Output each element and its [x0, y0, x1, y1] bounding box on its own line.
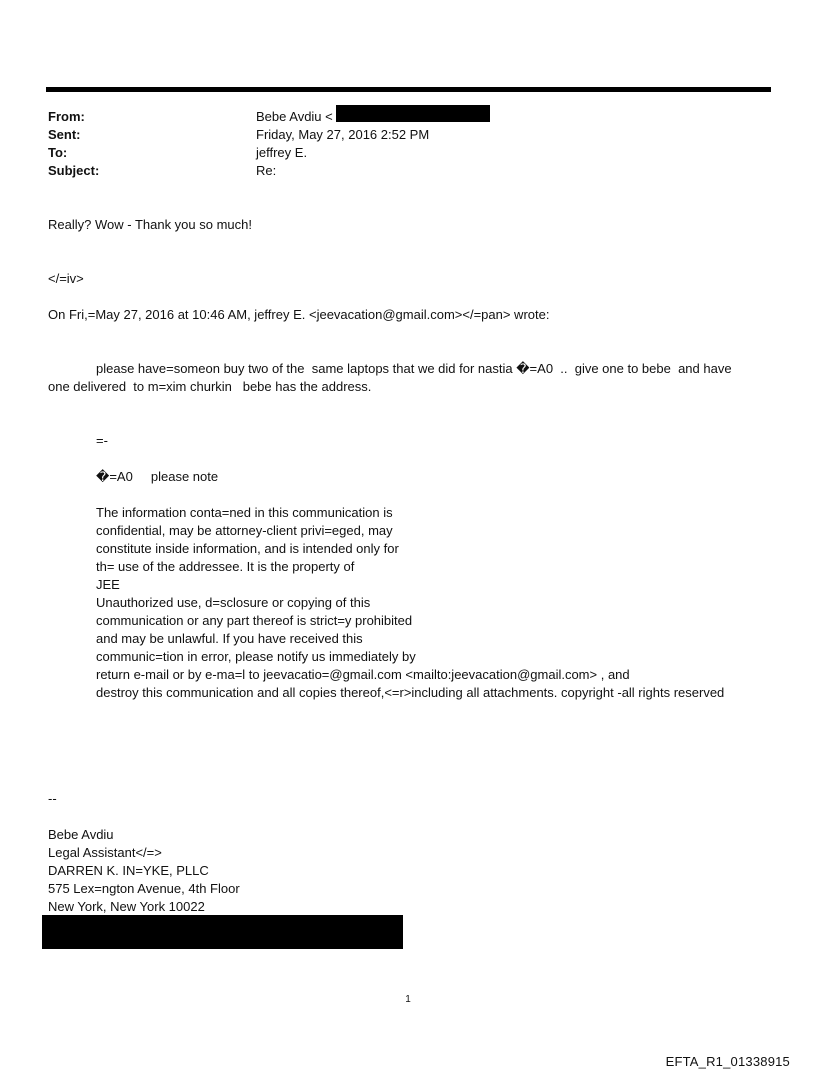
from-value: Bebe Avdiu <	[256, 109, 333, 124]
signature-block	[48, 826, 240, 916]
disclaimer-line: The information conta=ned in this communication is	[96, 505, 393, 520]
redaction-signature-contact	[42, 915, 403, 949]
quote-intro: On Fri,=May 27, 2016 at 10:46 AM, jeffrey E. <jeevacation@gmail.com></=pan> wrote:	[48, 307, 550, 322]
disclaimer-line: return e-mail or by e-ma=l to jeevacatio=@gmail.com <mailto:jeevacation@gmail.com> , and	[96, 667, 630, 682]
disclaimer-line: th= use of the addressee. It is the property of	[96, 559, 355, 574]
signature-line: 575 Lex=ngton Avenue, 4th Floor	[48, 881, 240, 896]
disclaimer-line: communic=tion in error, please notify us immediately by	[96, 649, 416, 664]
signature-line: New York, New York 10022	[48, 899, 205, 914]
header-rule	[46, 87, 771, 92]
disclaimer-line: constitute inside information, and is intended only for	[96, 541, 399, 556]
subject-value: Re:	[256, 163, 277, 178]
redaction-from-email	[336, 105, 490, 122]
disclaimer	[96, 504, 724, 702]
to-value: jeffrey E.	[256, 145, 308, 160]
disclaimer-line: and may be unlawful. If you have received this	[96, 631, 363, 646]
sent-value: Friday, May 27, 2016 2:52 PM	[256, 127, 430, 142]
subject-label: Subject:	[48, 163, 100, 178]
separator-text: =-	[96, 433, 108, 448]
request-line-2: one delivered to m=xim churkin bebe has the address.	[48, 379, 372, 394]
disclaimer-line: communication or any part thereof is strict=y prohibited	[96, 613, 413, 628]
signature-line: Legal Assistant</=>	[48, 845, 162, 860]
note-text: �=A0 please note	[96, 469, 219, 484]
page-number: 1	[405, 994, 411, 1005]
reply-text: Really? Wow - Thank you so much!	[48, 217, 252, 232]
disclaimer-line: Unauthorized use, d=sclosure or copying of this	[96, 595, 371, 610]
sent-label: Sent:	[48, 127, 81, 142]
document-id: EFTA_R1_01338915	[665, 1054, 790, 1069]
request-line-1: please have=someon buy two of the same laptops that we did for nastia �=A0 .. give one to bebe and have	[96, 361, 732, 376]
to-label: To:	[48, 145, 68, 160]
signature-dashes: --	[48, 791, 57, 806]
disclaimer-line: confidential, may be attorney-client privi=eged, may	[96, 523, 393, 538]
disclaimer-line: destroy this communication and all copies thereof,<=r>including all attachments. copyright -all rights reserved	[96, 685, 725, 700]
disclaimer-line: JEE	[96, 577, 120, 592]
from-label: From:	[48, 109, 85, 124]
signature-line: DARREN K. IN=YKE, PLLC	[48, 863, 209, 878]
signature-line: Bebe Avdiu	[48, 827, 114, 842]
div-fragment: </=iv>	[48, 271, 84, 286]
